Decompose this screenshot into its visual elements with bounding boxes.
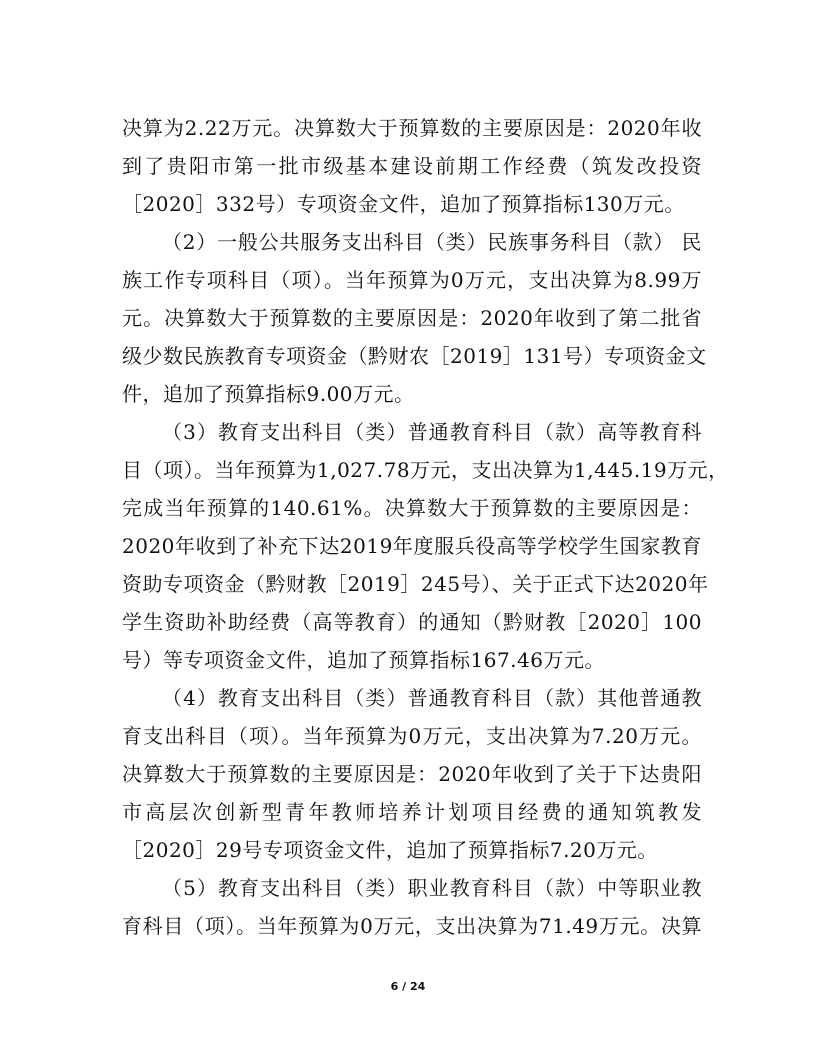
text-line: （5）教育支出科目（类）职业教育科目（款）中等职业教 [162, 876, 702, 900]
text-line: 号）等专项资金文件，追加了预算指标167.46万元。 [122, 648, 605, 672]
text-line: ［2020］332号）专项资金文件，追加了预算指标130万元。 [122, 192, 685, 216]
text-line: （2）一般公共服务支出科目（类）民族事务科目（款） 民 [162, 230, 702, 254]
text-line: ［2020］29号专项资金文件，追加了预算指标7.20万元。 [122, 838, 658, 862]
text-line: 完成当年预算的140.61%。决算数大于预算数的主要原因是： [122, 496, 702, 520]
text-line: 市高层次创新型青年教师培养计划项目经费的通知筑教发 [122, 800, 702, 824]
text-line: 育支出科目（项）。当年预算为0万元，支出决算为7.20万元。 [122, 724, 702, 748]
text-line: 学生资助补助经费（高等教育）的通知（黔财教［2020］100 [122, 610, 702, 634]
text-line: 资助专项资金（黔财教［2019］245号）、关于正式下达2020年 [122, 572, 709, 596]
text-line: 决算数大于预算数的主要原因是：2020年收到了关于下达贵阳 [122, 762, 702, 786]
text-line: 件，追加了预算指标9.00万元。 [122, 382, 415, 406]
text-line: （4）教育支出科目（类）普通教育科目（款）其他普通教 [162, 686, 702, 710]
text-line: 级少数民族教育专项资金（黔财农［2019］131号）专项资金文 [122, 344, 707, 368]
text-line: 到了贵阳市第一批市级基本建设前期工作经费（筑发改投资 [122, 154, 702, 178]
text-line: 育科目（项）。当年预算为0万元，支出决算为71.49万元。决算 [122, 914, 702, 938]
text-line: 2020年收到了补充下达2019年度服兵役高等学校学生国家教育 [122, 534, 702, 558]
text-line: 元。决算数大于预算数的主要原因是：2020年收到了第二批省 [122, 306, 702, 330]
text-line: 族工作专项科目（项）。当年预算为0万元，支出决算为8.99万 [122, 268, 702, 292]
text-line: （3）教育支出科目（类）普通教育科目（款）高等教育科 [162, 420, 702, 444]
page-number: 6 / 24 [390, 980, 426, 993]
text-line: 决算为2.22万元。决算数大于预算数的主要原因是：2020年收 [122, 116, 702, 140]
text-line: 目（项）。当年预算为1,027.78万元，支出决算为1,445.19万元， [122, 458, 729, 482]
